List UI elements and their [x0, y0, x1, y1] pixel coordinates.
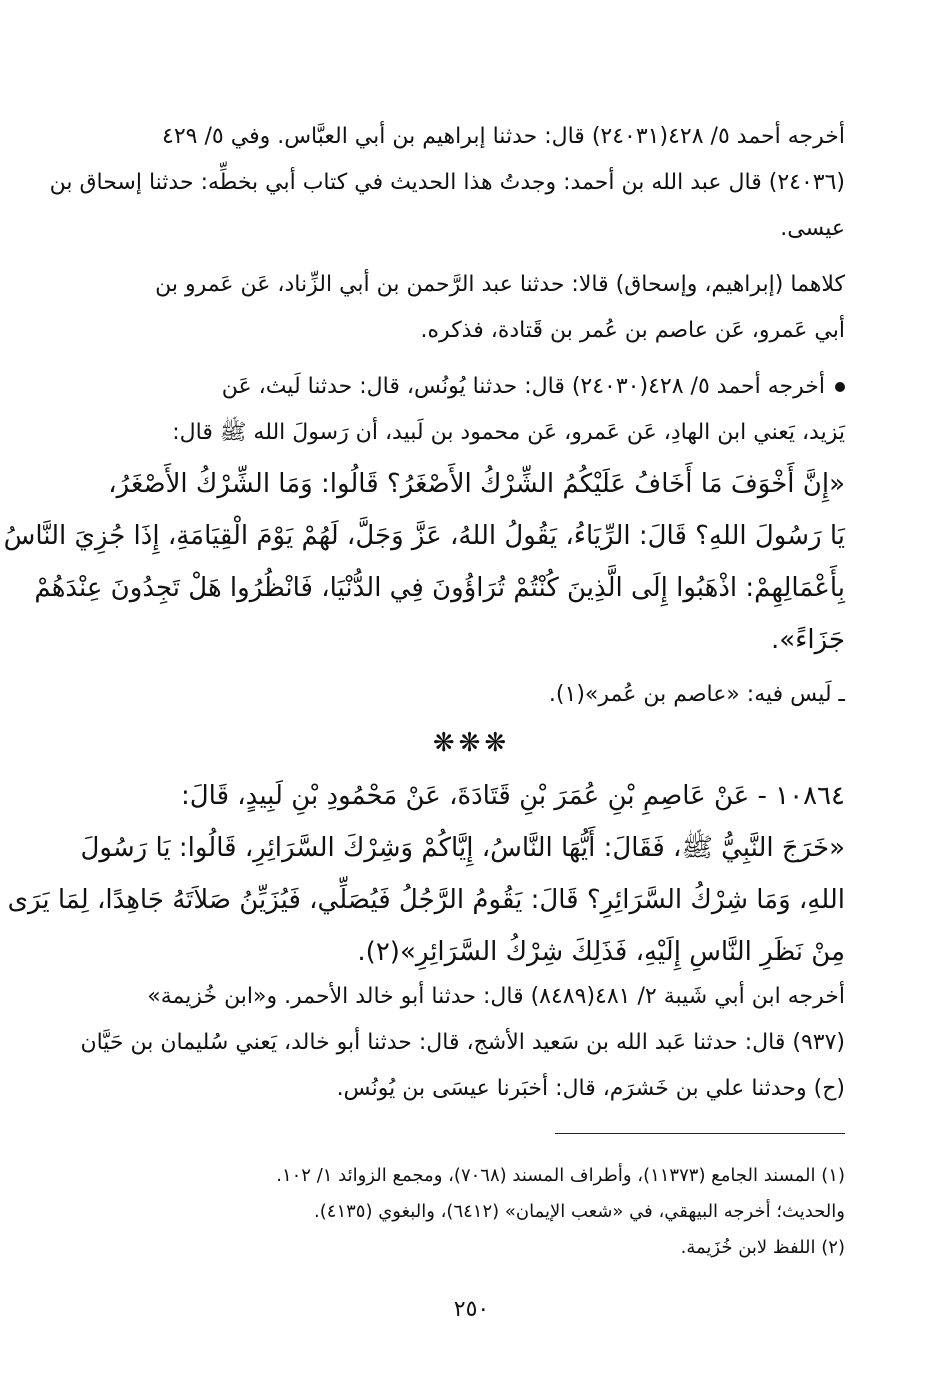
footnote-line: (١) المسند الجامع (١١٣٧٣)، وأطراف المسند (٧٠٦٨)، ومجمع الزوائد ١/ ١٠٢.: [276, 1165, 845, 1186]
text-line: يَا رَسُولَ اللهِ؟ قَالَ: الرِّيَاءُ، يَقُولُ اللهُ، عَزَّ وَجَلَّ، لَهُمْ يَوْمَ الْقِيَامَةِ، إِذَا جُزِيَ النَّاسُ: [3, 521, 845, 551]
paragraph-bulleted-takhrij: [100, 364, 845, 456]
text-line: (٩٣٧) قال: حدثنا عَبد الله بن سَعيد الأشج، قال: حدثنا أبو خالد، يَعني سُليمان بن حَيَّان: [80, 1030, 845, 1055]
hadith-heading: [100, 770, 845, 822]
text-line: مِنْ نَظَرِ النَّاسِ إِلَيْهِ، فَذَلِكَ شِرْكُ السَّرَائِرِ»(٢).: [357, 937, 845, 967]
text-line: ـ لَيس فيه: «عاصم بن عُمر»(١).: [548, 682, 845, 707]
text-line: «إِنَّ أَخْوَفَ مَا أَخَافُ عَلَيْكُمُ الشِّرْكُ الأَصْغَرُ؟ قَالُوا: وَمَا الشِّرْكُ الأَصْغَرُ،: [108, 469, 845, 499]
paragraph-chain: [100, 262, 845, 354]
paragraph-takhrij-ahmad: [49, 114, 845, 252]
bullet-icon: [835, 382, 845, 392]
text-line: بِأَعْمَالِهِمْ: اذْهَبُوا إِلَى الَّذِينَ كُنْتُمْ تُرَاؤُونَ فِي الدُّنْيَا، فَانْظُرُوا هَلْ تَجِدُونَ عِنْدَهُمْ: [34, 573, 845, 603]
text-line: أبي عَمرو، عَن عاصم بن عُمر بن قَتادة، فذكره.: [420, 318, 845, 343]
text-line: أخرجه ابن أبي شَيبة ٢/ ٤٨١(٨٤٨٩) قال: حدثنا أبو خالد الأحمر. و«ابن خُزيمة»: [147, 984, 845, 1009]
footnote-line: (٢) اللفظ لابن خُزَيمة.: [680, 1237, 845, 1258]
text-line-with-bullet: [100, 364, 845, 410]
section-separator: ❋❋❋: [432, 728, 511, 758]
text-line: كلاهما (إبراهيم، وإسحاق) قالا: حدثنا عبد الرَّحمن بن أبي الزِّناد، عَن عَمرو بن: [155, 272, 845, 297]
text-line: (٢٤٠٣٦) قال عبد الله بن أحمد: وجدتُ هذا الحديث في كتاب أبي بخطِّه: حدثنا إسحاق بن: [49, 170, 845, 195]
text-line: أخرجه أحمد ٥/ ٤٢٨(٢٤٠٣١) قال: حدثنا إبراهيم بن أبي العبَّاس. وفي ٥/ ٤٢٩: [162, 124, 845, 149]
text-line: يَزيد، يَعني ابن الهادِ، عَن عَمرو، عَن محمود بن لَبيد، أن رَسولَ الله ﷺ قال:: [172, 420, 845, 445]
page-number: ٢٥٠: [453, 1297, 490, 1322]
text-line: اللهِ، وَمَا شِرْكُ السَّرَائِرِ؟ قَالَ: يَقُومُ الرَّجُلُ فَيُصَلِّي، فَيُزَيِّنُ صَلاَتَهُ جَاهِدًا، لِمَا يَرَى: [7, 885, 845, 915]
paragraph-note: [100, 672, 845, 718]
text-line: أخرجه أحمد ٥/ ٤٢٨(٢٤٠٣٠) قال: حدثنا يُونُس، قال: حدثنا لَيث، عَن: [221, 374, 825, 399]
text-line: جَزَاءً».: [770, 625, 845, 655]
footnote-line: والحديث؛ أخرجه البيهقي، في «شعب الإيمان» (٦٤١٢)، والبغوي (٤١٣٥).: [314, 1201, 845, 1222]
text-line: (ح) وحدثنا علي بن خَشرَم، قال: أخبَرنا عيسَى بن يُونُس.: [336, 1076, 845, 1101]
hadith-text-2: [7, 822, 845, 978]
paragraph-takhrij-ibn-abi-shaybah: [80, 974, 845, 1112]
text-line: «خَرَجَ النَّبِيُّ ﷺ، فَقَالَ: أَيُّهَا النَّاسُ، إِيَّاكُمْ وَشِرْكَ السَّرَائِرِ، قَالُوا: يَا رَسُولَ: [80, 833, 845, 863]
text-line: عيسى.: [780, 216, 845, 241]
hadith-text: [3, 458, 845, 666]
footnotes: [100, 1158, 845, 1266]
footnote-divider: [555, 1133, 845, 1134]
text-line: ١٠٨٦٤ - عَنْ عَاصِمِ بْنِ عُمَرَ بْنِ قَتَادَةَ، عَنْ مَحْمُودِ بْنِ لَبِيدٍ، قَالَ:: [181, 781, 845, 811]
